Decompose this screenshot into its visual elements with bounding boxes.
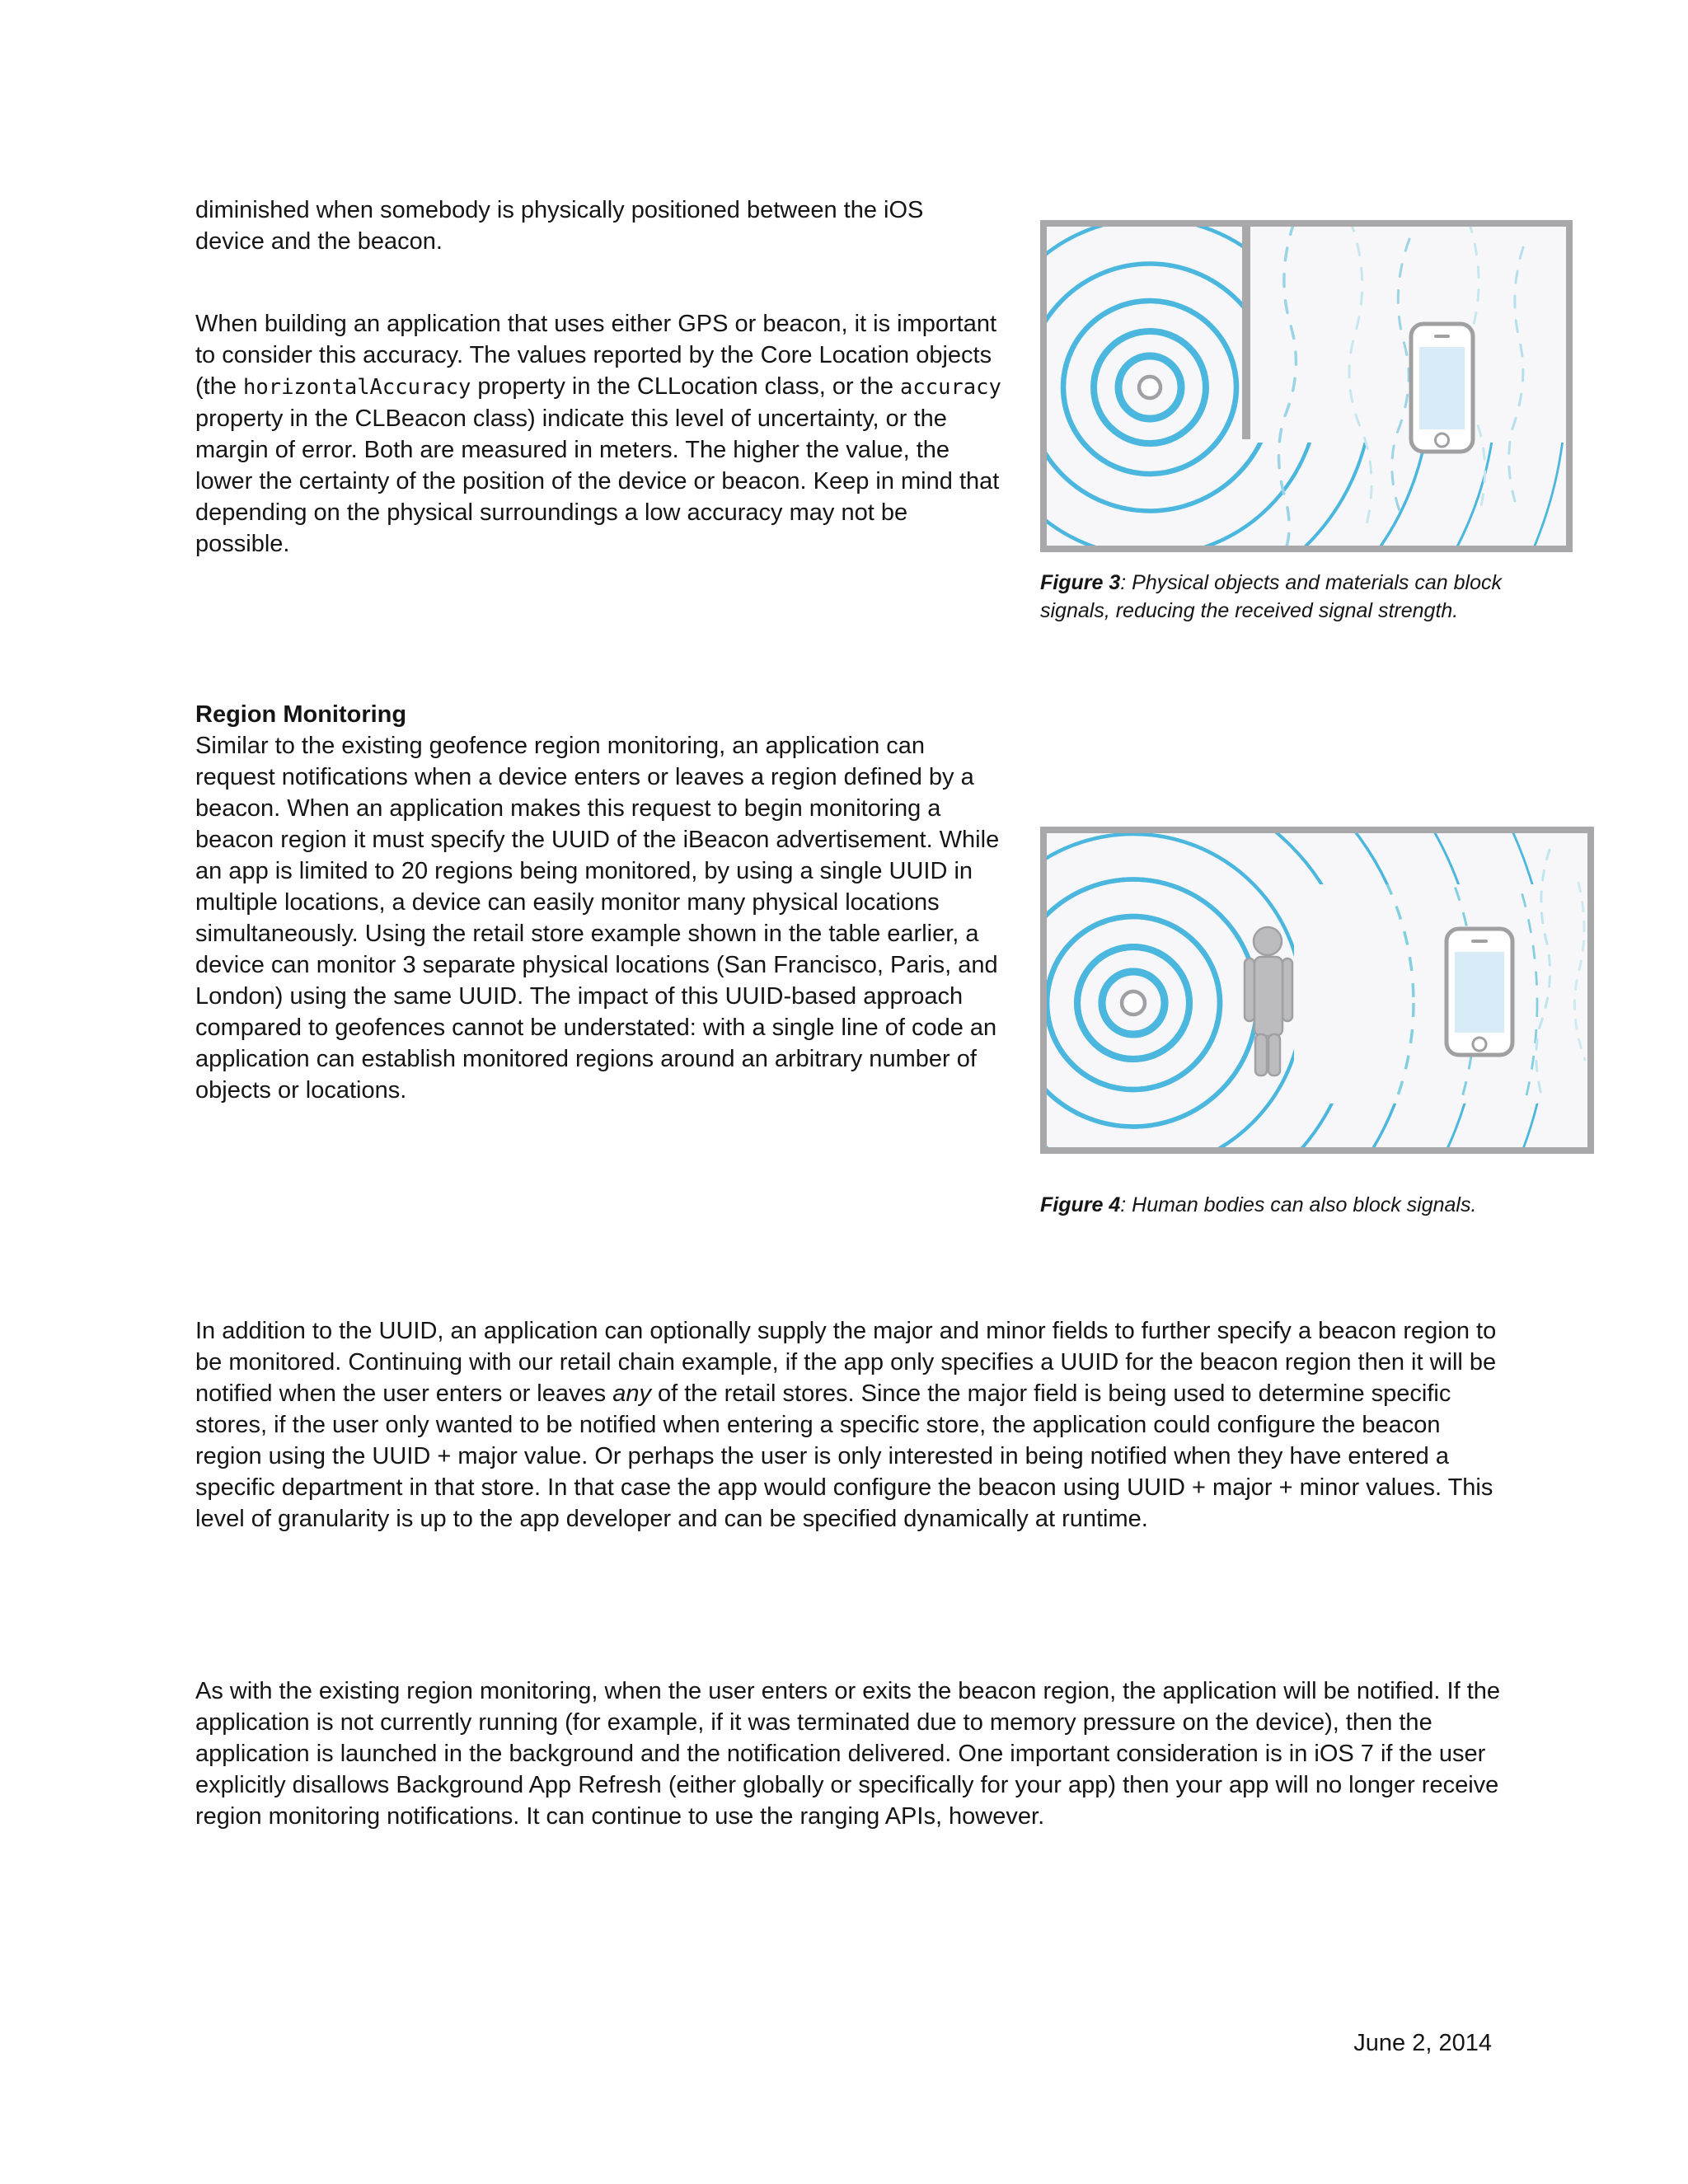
text-run: When building an application that uses either GPS or beacon, it is important to consider this accuracy. The values reported by the Core Location objects (the <box>195 311 997 400</box>
figure4-caption <box>1040 1191 1609 1219</box>
figure3-label: Figure 3 <box>1040 571 1121 594</box>
phone-home-button <box>1436 434 1449 447</box>
text-run: property in the CLBeacon class) indicate this level of uncertainty, or the margin of error. Both are measured in meters. The higher the value, the lower the certainty of the position of the device or beacon. Keep in mind that depending on the physical surroundings a low accuracy may not be possible. <box>195 405 1000 557</box>
footer-date: June 2, 2014 <box>1353 2030 1492 2056</box>
emphasis-any: any <box>612 1380 651 1407</box>
text-run: of the retail stores. Since the major field is being used to determine specific stores, if the user only wanted to be notified when entering a specific store, the application could configure the beacon region using the UUID + major value. Or perhaps the user is only interested in being notified when they have entered a specific department in that store. In that case the app would configure the beacon using UUID + major + minor values. This level of granularity is up to the app developer and can be specified dynamically at runtime. <box>195 1380 1493 1532</box>
figure3-svg <box>1047 227 1566 546</box>
phone-speaker <box>1471 940 1488 943</box>
paragraph-major-minor <box>195 1315 1504 1535</box>
beacon-icon <box>1139 377 1160 398</box>
figure4-illustration <box>1040 827 1594 1154</box>
phone-icon <box>1447 929 1512 1055</box>
signal-rings-mid <box>1047 879 1257 1127</box>
beacon-icon <box>1122 991 1145 1015</box>
figure4-label: Figure 4 <box>1040 1193 1121 1216</box>
paragraph-accuracy-intro: diminished when somebody is physically positioned between the iOS device and the beacon. <box>195 197 924 255</box>
phone-screen <box>1419 347 1465 429</box>
phone-speaker <box>1434 335 1450 338</box>
phone-icon <box>1411 324 1473 452</box>
weak-signal-dashes <box>1278 227 1523 546</box>
code-accuracy: accuracy <box>900 375 1001 400</box>
signal-rings <box>1047 227 1566 546</box>
text-run: property in the CLLocation class, or the <box>471 373 901 400</box>
phone-home-button <box>1473 1038 1486 1051</box>
weak-signal-dashes <box>1536 850 1585 1101</box>
figure3-caption <box>1040 569 1518 625</box>
figure3-illustration <box>1040 220 1573 552</box>
section-heading-region-monitoring: Region Monitoring <box>195 701 407 728</box>
code-horizontalaccuracy: horizontalAccuracy <box>243 375 471 400</box>
person-icon <box>1245 927 1292 1076</box>
paragraph-accuracy-detail <box>195 308 1007 560</box>
wall-partition <box>1242 227 1250 439</box>
figure4-caption-text: : Human bodies can also block signals. <box>1120 1193 1477 1216</box>
figure3-caption-text: : Physical objects and materials can block signals, reducing the received signal strength. <box>1040 571 1502 622</box>
text-run: In addition to the UUID, an application can optionally supply the major and minor fields to further specify a beacon region to be monitored. Continuing with our retail chain example, if the app only specifies a UUID for the beacon region then it will be notified when the user enters or leaves <box>195 1318 1497 1407</box>
figure4-svg <box>1047 833 1587 1147</box>
paragraph-region-monitoring: Similar to the existing geofence region monitoring, an application can request notifications when a device enters or leaves a region defined by a beacon. When an application makes this request to begin monitoring a beacon region it must specify the UUID of the iBeacon advertisement. While an app is limited to 20 regions being monitored, by using a single UUID in multiple locations, a device can easily monitor many physical locations simultaneously. Using the retail store example shown in the table earlier, a device can monitor 3 separate physical locations (San Francisco, Paris, and London) using the same UUID. The impact of this UUID-based approach compared to geofences cannot be understated: with a single line of code an application can establish monitored regions around an arbitrary number of objects or locations. <box>195 733 1000 1104</box>
paragraph-background-refresh: As with the existing region monitoring, when the user enters or exits the beacon region, the application will be notified. If the application is not currently running (for example, if it was terminated due to memory pressure on the device), then the application is launched in the background and the notification delivered. One important consideration is in iOS 7 if the user explicitly disallows Background App Refresh (either globally or specifically for your app) then your app will no longer receive region monitoring notifications. It can continue to use the ranging APIs, however. <box>195 1678 1501 1830</box>
phone-screen <box>1455 952 1504 1033</box>
